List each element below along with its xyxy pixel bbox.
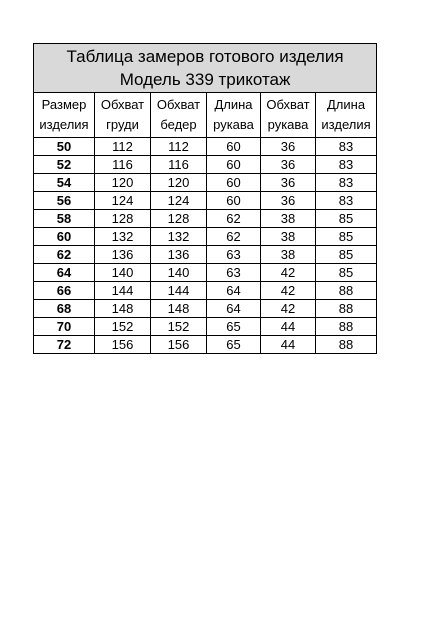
cell-chest-girth: 112: [95, 138, 151, 156]
cell-hip-girth: 140: [151, 264, 207, 282]
cell-chest-girth: 144: [95, 282, 151, 300]
cell-chest-girth: 140: [95, 264, 151, 282]
table-row: [34, 282, 377, 300]
cell-sleeve-girth: 36: [261, 156, 316, 174]
table-row: [34, 318, 377, 336]
cell-sleeve-girth: 38: [261, 228, 316, 246]
cell-chest-girth: 152: [95, 318, 151, 336]
column-header-line-1: Обхват: [266, 97, 310, 112]
column-header-line-2: груди: [106, 117, 139, 132]
table-row: [34, 264, 377, 282]
cell-hip-girth: 156: [151, 336, 207, 354]
cell-sleeve-girth: 36: [261, 138, 316, 156]
cell-garment-length: 88: [316, 300, 377, 318]
cell-size: 50: [34, 138, 95, 156]
cell-sleeve-length: 60: [207, 174, 261, 192]
column-header-line-2: бедер: [160, 117, 197, 132]
cell-chest-girth: 120: [95, 174, 151, 192]
cell-sleeve-length: 62: [207, 210, 261, 228]
cell-hip-girth: 116: [151, 156, 207, 174]
cell-size: 56: [34, 192, 95, 210]
table-row: [34, 156, 377, 174]
cell-sleeve-length: 64: [207, 282, 261, 300]
cell-size: 54: [34, 174, 95, 192]
cell-sleeve-length: 60: [207, 156, 261, 174]
table-title-line-1: Таблица замеров готового изделия: [66, 47, 344, 66]
cell-sleeve-length: 60: [207, 192, 261, 210]
column-header-sleeve-length: [207, 93, 261, 138]
cell-chest-girth: 116: [95, 156, 151, 174]
cell-sleeve-girth: 42: [261, 300, 316, 318]
column-header-chest-girth: [95, 93, 151, 138]
column-header-row: [34, 93, 377, 138]
column-header-line-1: Обхват: [100, 97, 145, 112]
table-row: [34, 210, 377, 228]
cell-garment-length: 83: [316, 174, 377, 192]
cell-garment-length: 85: [316, 228, 377, 246]
cell-chest-girth: 124: [95, 192, 151, 210]
cell-sleeve-length: 62: [207, 228, 261, 246]
cell-sleeve-girth: 42: [261, 264, 316, 282]
cell-size: 72: [34, 336, 95, 354]
cell-sleeve-girth: 42: [261, 282, 316, 300]
table-row: [34, 138, 377, 156]
table-row: [34, 336, 377, 354]
cell-hip-girth: 124: [151, 192, 207, 210]
cell-size: 52: [34, 156, 95, 174]
cell-garment-length: 83: [316, 156, 377, 174]
cell-garment-length: 83: [316, 138, 377, 156]
column-header-sleeve-girth: [261, 93, 316, 138]
cell-size: 68: [34, 300, 95, 318]
cell-hip-girth: 144: [151, 282, 207, 300]
table-row: [34, 228, 377, 246]
cell-garment-length: 88: [316, 282, 377, 300]
cell-sleeve-length: 60: [207, 138, 261, 156]
cell-sleeve-length: 63: [207, 264, 261, 282]
column-header-garment-length: [316, 93, 377, 138]
size-chart-table: [33, 43, 377, 354]
cell-sleeve-girth: 38: [261, 246, 316, 264]
table-title: [34, 44, 377, 93]
cell-hip-girth: 120: [151, 174, 207, 192]
cell-sleeve-length: 64: [207, 300, 261, 318]
cell-hip-girth: 128: [151, 210, 207, 228]
column-header-line-2: изделия: [321, 117, 371, 132]
cell-size: 60: [34, 228, 95, 246]
column-header-size: [34, 93, 95, 138]
cell-sleeve-girth: 36: [261, 174, 316, 192]
cell-hip-girth: 136: [151, 246, 207, 264]
cell-garment-length: 83: [316, 192, 377, 210]
cell-sleeve-length: 63: [207, 246, 261, 264]
column-header-line-1: Длина: [214, 97, 253, 112]
table-row: [34, 174, 377, 192]
cell-size: 70: [34, 318, 95, 336]
cell-chest-girth: 128: [95, 210, 151, 228]
cell-hip-girth: 148: [151, 300, 207, 318]
cell-sleeve-length: 65: [207, 318, 261, 336]
table-title-line-2: Модель 339 трикотаж: [119, 70, 291, 89]
cell-garment-length: 85: [316, 246, 377, 264]
cell-sleeve-girth: 36: [261, 192, 316, 210]
cell-hip-girth: 112: [151, 138, 207, 156]
cell-size: 64: [34, 264, 95, 282]
cell-garment-length: 88: [316, 336, 377, 354]
cell-garment-length: 88: [316, 318, 377, 336]
column-header-line-2: рукава: [213, 117, 254, 132]
cell-chest-girth: 148: [95, 300, 151, 318]
table-body: [34, 138, 377, 354]
cell-sleeve-girth: 38: [261, 210, 316, 228]
table-row: [34, 192, 377, 210]
column-header-line-2: рукава: [267, 117, 309, 132]
cell-sleeve-girth: 44: [261, 336, 316, 354]
cell-size: 62: [34, 246, 95, 264]
table-row: [34, 246, 377, 264]
title-row: [34, 44, 377, 93]
table-row: [34, 300, 377, 318]
column-header-hip-girth: [151, 93, 207, 138]
cell-sleeve-girth: 44: [261, 318, 316, 336]
cell-chest-girth: 132: [95, 228, 151, 246]
cell-garment-length: 85: [316, 210, 377, 228]
column-header-line-1: Обхват: [156, 97, 201, 112]
cell-sleeve-length: 65: [207, 336, 261, 354]
cell-chest-girth: 156: [95, 336, 151, 354]
cell-garment-length: 85: [316, 264, 377, 282]
cell-hip-girth: 152: [151, 318, 207, 336]
column-header-line-1: Длина: [327, 97, 366, 112]
column-header-line-2: изделия: [39, 117, 89, 132]
cell-hip-girth: 132: [151, 228, 207, 246]
cell-size: 58: [34, 210, 95, 228]
cell-chest-girth: 136: [95, 246, 151, 264]
column-header-line-1: Размер: [41, 97, 87, 112]
cell-size: 66: [34, 282, 95, 300]
